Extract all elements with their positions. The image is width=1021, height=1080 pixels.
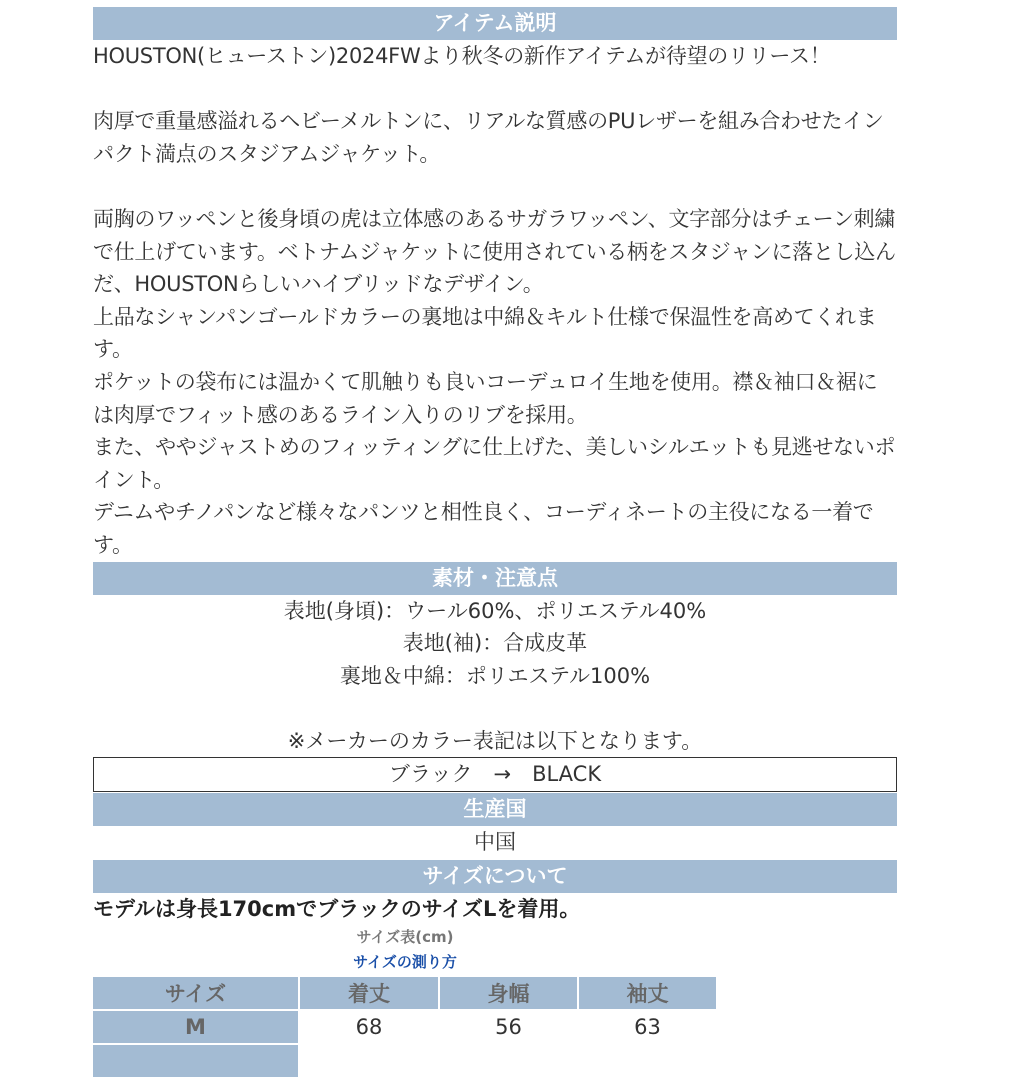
table-row	[93, 1011, 716, 1043]
material-line: 表地(袖)：合成皮革	[402, 631, 588, 656]
description-paragraph: デニムやチノパンなど様々なパンツと相性良く、コーディネートの主役になる一着です。	[93, 500, 874, 557]
width-cell: 56	[495, 1015, 522, 1040]
section-header-description: アイテム説明	[93, 7, 897, 40]
table-row	[93, 1045, 716, 1077]
size-howto-link[interactable]: サイズの測り方	[353, 953, 457, 972]
color-mapping: ブラック → BLACK	[93, 757, 897, 792]
sleeve-cell: 63	[634, 1015, 661, 1040]
material-line: 表地(身頃)：ウール60%、ポリエステル40%	[283, 598, 707, 623]
size-table-title: サイズ表(cm)	[356, 928, 454, 947]
size-cell	[93, 1045, 298, 1077]
size-table	[91, 975, 718, 1079]
sleeve-header: 袖丈	[579, 977, 716, 1009]
section-header-origin: 生産国	[93, 793, 897, 826]
description-paragraph: また、ややジャストめのフィッティングに仕上げた、美しいシルエットも見逃せないポイント。	[93, 435, 896, 492]
size-table-header-row	[93, 977, 716, 1009]
description-paragraph: ポケットの袋布には温かくて肌触りも良いコーデュロイ生地を使用。襟＆袖口＆裾には肉厚でフィット感のあるライン入りのリブを採用。	[93, 369, 878, 427]
product-details	[93, 7, 897, 1079]
size-cell: M	[93, 1011, 298, 1043]
description-paragraph: HOUSTON(ヒューストン)2024FWより秋冬の新作アイテムが待望のリリース！	[93, 44, 831, 68]
length-cell: 68	[355, 1015, 383, 1040]
description-paragraph: 両胸のワッペンと後身頃の虎は立体感のあるサガラワッペン、文字部分はチェーン刺繍で仕上げています。ベトナムジャケットに使用されている柄をスタジャンに落とし込んだ、HOUSTONらしいハイブリッドなデザイン。	[93, 206, 896, 297]
size-header: サイズ	[93, 977, 298, 1009]
model-note: モデルは身長170cmでブラックのサイズLを着用。	[93, 897, 581, 922]
description-paragraph: 上品なシャンパンゴールドカラーの裏地は中綿＆キルト仕様で保温性を高めてくれます。	[93, 304, 877, 362]
section-header-materials: 素材・注意点	[93, 562, 897, 595]
width-header: 身幅	[440, 977, 577, 1009]
color-note: ※メーカーのカラー表記は以下となります。	[287, 728, 703, 753]
description-paragraph: 肉厚で重量感溢れるヘビーメルトンに、リアルな質感のPUレザーを組み合わせたインパクト満点のスタジアムジャケット。	[93, 109, 884, 166]
origin-country: 中国	[474, 830, 516, 855]
material-line: 裏地＆中綿：ポリエステル100%	[339, 663, 651, 688]
length-header: 着丈	[300, 977, 438, 1009]
description-text	[93, 40, 897, 562]
section-header-size: サイズについて	[93, 860, 897, 893]
